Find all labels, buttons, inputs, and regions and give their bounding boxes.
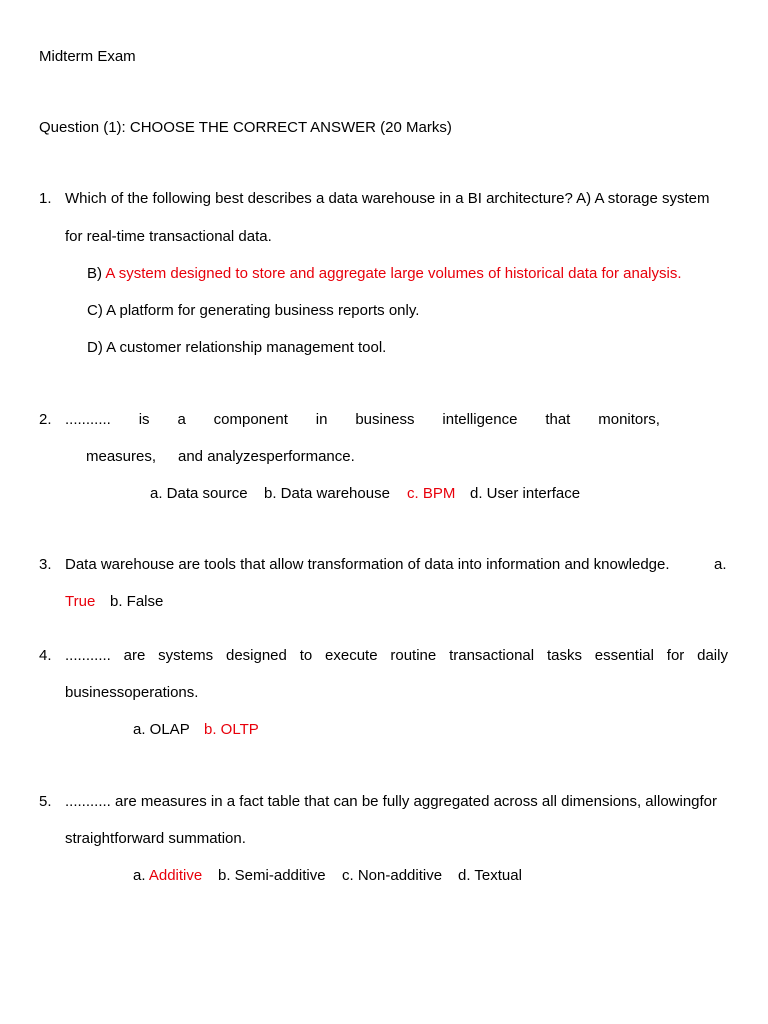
q2-word: is	[138, 411, 150, 428]
q2-line1	[65, 411, 660, 429]
q4-word: tasks	[546, 647, 582, 664]
q5-option-b: b. Semi-additive	[218, 867, 326, 884]
q2-option-a: a. Data source	[150, 485, 248, 502]
section-heading: Question (1): CHOOSE THE CORRECT ANSWER (20 Marks)	[39, 119, 452, 136]
q2-word: intelligence	[442, 411, 518, 428]
q4-word: for	[666, 647, 685, 664]
q1-option-b-label: B)	[87, 265, 106, 282]
q2-word: a	[177, 411, 186, 428]
q1-line2: for real-time transactional data.	[65, 228, 272, 245]
q2-option-d: d. User interface	[470, 485, 581, 502]
q4-word: are	[123, 647, 146, 664]
q4-option-a: a. OLAP	[133, 721, 190, 738]
q5-line2: straightforward summation.	[65, 830, 246, 847]
q1-option-b	[87, 265, 682, 283]
q1-number: 1.	[39, 190, 52, 207]
q4-word: essential	[594, 647, 654, 664]
q2-word: component	[213, 411, 288, 428]
q4-word: daily	[697, 647, 728, 664]
q5-option-a-answer: Additive	[148, 867, 203, 884]
q4-option-b-answer: b. OLTP	[204, 721, 259, 738]
q2-line2-end: and analyzesperformance.	[178, 448, 355, 465]
q4-word: ...........	[65, 647, 111, 664]
q5-line1: ........... are measures in a fact table that can be fully aggregated across all dimensions, allowingfor	[65, 793, 718, 810]
q5-number: 5.	[39, 793, 52, 810]
q3-option-a-label: a.	[714, 556, 727, 573]
q3-option-a-answer: True	[65, 593, 96, 610]
exam-title: Midterm Exam	[39, 48, 136, 65]
q2-option-b: b. Data warehouse	[264, 485, 390, 502]
q2-word: ...........	[65, 411, 111, 428]
q4-word: execute	[325, 647, 378, 664]
q2-option-c-answer: c. BPM	[407, 485, 456, 502]
q1-option-d: D) A customer relationship management tool.	[87, 339, 387, 356]
q4-line1	[65, 647, 728, 665]
q5-option-d: d. Textual	[458, 867, 522, 884]
q1-line1: Which of the following best describes a data warehouse in a BI architecture? A) A storage system	[65, 190, 710, 207]
q2-word: that	[545, 411, 571, 428]
q5-option-a	[133, 867, 202, 885]
q2-word: business	[355, 411, 415, 428]
q2-number: 2.	[39, 411, 52, 428]
q1-option-b-answer: A system designed to store and aggregate large volumes of historical data for analysis.	[105, 265, 682, 282]
q4-line2: businessoperations.	[65, 684, 199, 701]
q4-number: 4.	[39, 647, 52, 664]
q2-line2-start: measures,	[86, 448, 157, 465]
q3-line1: Data warehouse are tools that allow transformation of data into information and knowledge.	[65, 556, 670, 573]
q3-option-b: b. False	[110, 593, 164, 610]
q4-word: designed	[225, 647, 287, 664]
q4-word: to	[299, 647, 313, 664]
q3-number: 3.	[39, 556, 52, 573]
q2-word: monitors,	[598, 411, 660, 428]
q4-word: transactional	[449, 647, 535, 664]
q5-option-a-label: a.	[133, 867, 149, 884]
q1-option-c: C) A platform for generating business reports only.	[87, 302, 420, 319]
q5-option-c: c. Non-additive	[342, 867, 443, 884]
q4-word: routine	[390, 647, 437, 664]
q4-word: systems	[158, 647, 214, 664]
q2-word: in	[315, 411, 328, 428]
